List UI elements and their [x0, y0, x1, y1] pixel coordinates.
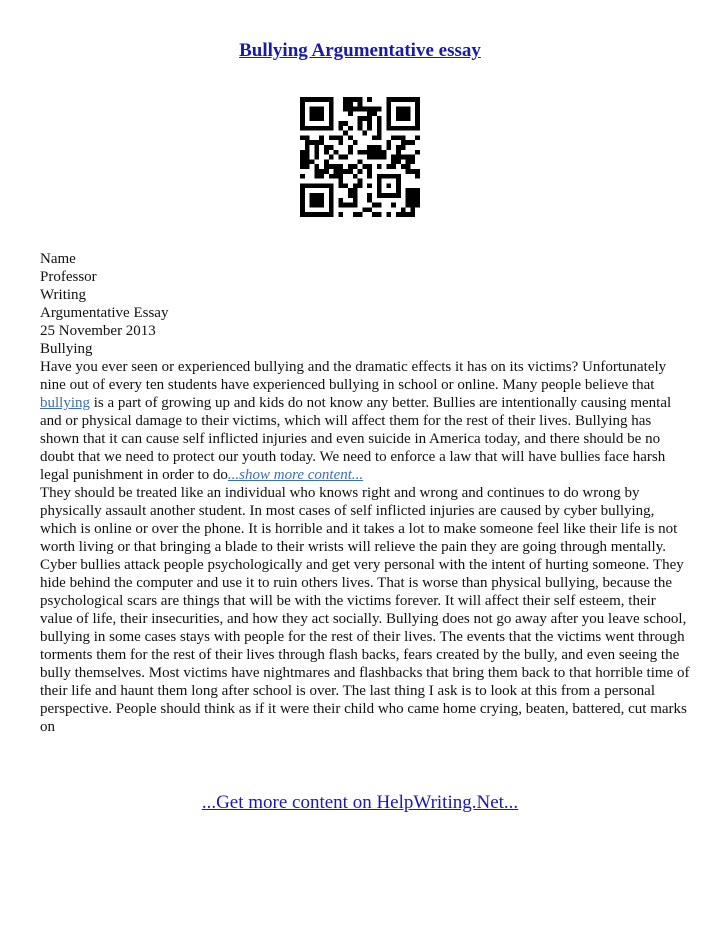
essay-header: [40, 250, 690, 358]
show-more-link[interactable]: ...show more content...: [227, 467, 364, 483]
get-more-content-link[interactable]: ...Get more content on HelpWriting.Net...: [201, 792, 519, 813]
essay-body: [40, 250, 690, 736]
bullying-link[interactable]: bullying: [40, 395, 91, 411]
essay-text-part2: is a part of growing up and kids do not know any better. Bullies are intentionally causing mental and or physical damage to their victims, which will affect them for the rest of their lives. Bullying has shown that it can cause self inflicted injuries and even suicide in America today, and there should be no doubt that we need to protect our youth today. We need to enforce a law that will have bullies face harsh legal punishment in order to do: [40, 395, 672, 483]
header-date: 25 November 2013: [40, 323, 156, 339]
header-course: Writing: [40, 287, 87, 303]
footer: [0, 792, 720, 814]
title-link[interactable]: Bullying Argumentative essay: [239, 40, 481, 61]
essay-paragraph-continued: They should be treated like an individual who knows right and wrong and continues to do wrong by physically assault another student. In most cases of self inflicted injuries are caused by cyber bullying, which is online or over the phone. It is horrible and it takes a lot to make someone feel like their life is not worth living or that bringing a blade to their wrists will relieve the pain they are going through mentally. Cyber bullies attack people psychologically and get very personal with the intent of hurting someone. They hide behind the computer and use it to ruin others lives. That is worse than physical bullying, because the psychological scars are things that will be with the victims forever. It will affect their self esteem, their value of life, their insecurities, and how they act socially. Bullying does not go away after you leave school, bullying in some cases stays with people for the rest of their lives. The events that the victims went through torments them for the rest of their lives through flash backs, fears created by the bully, and even seeing the bully themselves. Most victims have nightmares and flashbacks that bring them back to that horrible time of their life and haunt them long after school is over. The last thing I ask is to look at this from a personal perspective. People should think as if it were their child who came home crying, beaten, battered, cut marks on: [40, 485, 690, 735]
header-topic: Bullying: [40, 341, 93, 357]
header-professor: Professor: [40, 269, 97, 285]
essay-paragraph: [40, 358, 690, 484]
header-name: Name: [40, 251, 76, 267]
header-assignment: Argumentative Essay: [40, 305, 169, 321]
essay-text-part1: Have you ever seen or experienced bullying and the dramatic effects it has on its victims? Unfortunately nine out of every ten students have experienced bullying in school or online. Many people believe that: [40, 359, 667, 393]
page-title[interactable]: [0, 40, 720, 62]
qr-code-icon: [300, 97, 420, 217]
